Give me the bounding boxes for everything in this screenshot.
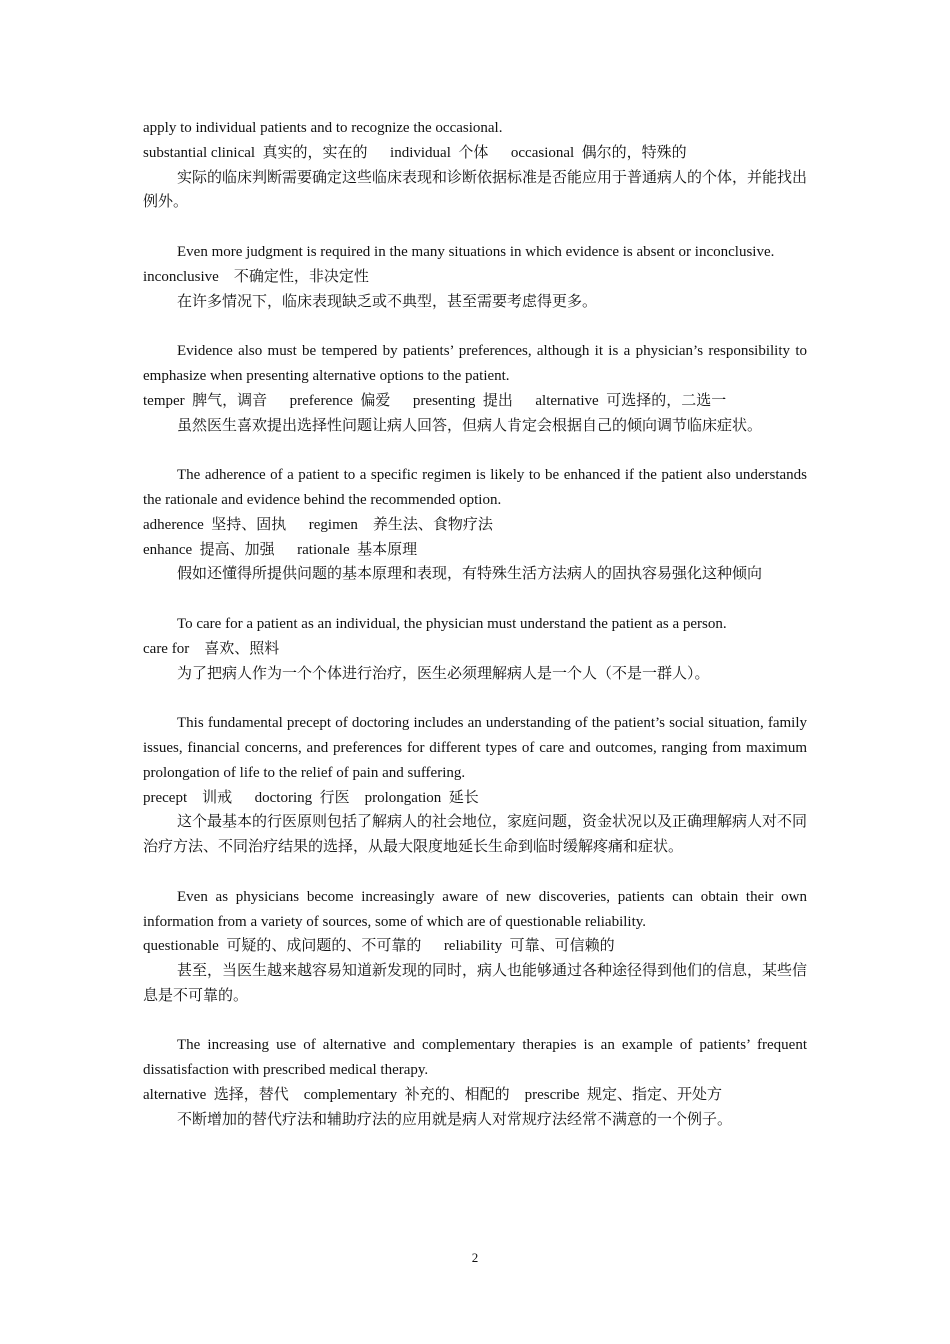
- chinese-translation: 不断增加的替代疗法和辅助疗法的应用就是病人对常规疗法经常不满意的一个例子。: [177, 1111, 733, 1128]
- vocabulary-line: adherence 坚持、固执 regimen 养生法、食物疗法: [143, 516, 493, 533]
- paragraph-spacer: [143, 1009, 807, 1034]
- chinese-translation: 在许多情况下，临床表现缺乏或不典型，甚至需要考虑得更多。: [177, 293, 598, 310]
- english-paragraph: This fundamental precept of doctoring includes an understanding of the patient’s social situation, family issues, financial concerns, and preferences for different types of care and outcomes, ranging from maximum prolongation of life to the relief of pain and suffering.: [143, 715, 807, 781]
- document-body: [143, 116, 807, 1133]
- english-paragraph: Evidence also must be tempered by patients’ preferences, although it is a physician’s responsibility to emphasize when presenting alternative options to the patient.: [143, 343, 807, 384]
- english-paragraph: The increasing use of alternative and complementary therapies is an example of patients’ frequent dissatisfaction with prescribed medical therapy.: [143, 1037, 807, 1079]
- english-paragraph: To care for a patient as an individual, the physician must understand the patient as a person.: [177, 615, 727, 632]
- chinese-translation: 为了把病人作为一个个体进行治疗，医生必须理解病人是一个人（不是一群人）。: [177, 665, 710, 682]
- vocabulary-line: substantial clinical 真实的，实在的 individual 个体 occasional 偶尔的，特殊的: [143, 144, 687, 161]
- vocabulary-line: care for 喜欢、照料: [143, 640, 280, 657]
- vocabulary-line: questionable 可疑的、成问题的、不可靠的 reliability 可靠、可信赖的: [143, 938, 615, 955]
- vocabulary-line: temper 脾气，调音 preference 偏爱 presenting 提出 alternative 可选择的，二选一: [143, 392, 727, 409]
- continuation-line: apply to individual patients and to recognize the occasional.: [143, 120, 503, 136]
- paragraph-spacer: [143, 438, 807, 463]
- english-paragraph: Even as physicians become increasingly aware of new discoveries, patients can obtain their own information from a variety of sources, some of which are of questionable reliability.: [143, 888, 807, 930]
- paragraph-spacer: [143, 314, 807, 339]
- paragraph-spacer: [143, 215, 807, 240]
- vocabulary-line: precept 训戒 doctoring 行医 prolongation 延长: [143, 789, 479, 806]
- vocabulary-line: inconclusive 不确定性，非决定性: [143, 268, 369, 285]
- english-paragraph: The adherence of a patient to a specific regimen is likely to be enhanced if the patient also understands the rationale and evidence behind the recommended option.: [143, 467, 807, 508]
- chinese-translation: 甚至，当医生越来越容易知道新发现的同时，病人也能够通过各种途径得到他们的信息，某些信息是不可靠的。: [143, 963, 808, 1004]
- vocabulary-line: enhance 提高、加强 rationale 基本原理: [143, 541, 418, 558]
- chinese-translation: 这个最基本的行医原则包括了解病人的社会地位，家庭问题，资金状况以及正确理解病人对不同治疗方法、不同治疗结果的选择，从最大限度地延长生命到临时缓解疼痛和症状。: [143, 814, 808, 856]
- paragraph-spacer: [143, 860, 807, 885]
- vocabulary-line: alternative 选择，替代 complementary 补充的、相配的 prescribe 规定、指定、开处方: [143, 1087, 723, 1104]
- paragraph-spacer: [143, 686, 807, 711]
- page-number: 2: [471, 1250, 479, 1265]
- chinese-translation: 假如还懂得所提供问题的基本原理和表现，有特殊生活方法病人的固执容易强化这种倾向: [177, 566, 763, 583]
- chinese-translation: 实际的临床判断需要确定这些临床表现和诊断依据标准是否能应用于普通病人的个体，并能找出例外。: [143, 169, 808, 211]
- paragraph-spacer: [143, 587, 807, 612]
- english-paragraph: Even more judgment is required in the many situations in which evidence is absent or inconclusive.: [177, 243, 775, 260]
- chinese-translation: 虽然医生喜欢提出选择性问题让病人回答，但病人肯定会根据自己的倾向调节临床症状。: [177, 417, 763, 434]
